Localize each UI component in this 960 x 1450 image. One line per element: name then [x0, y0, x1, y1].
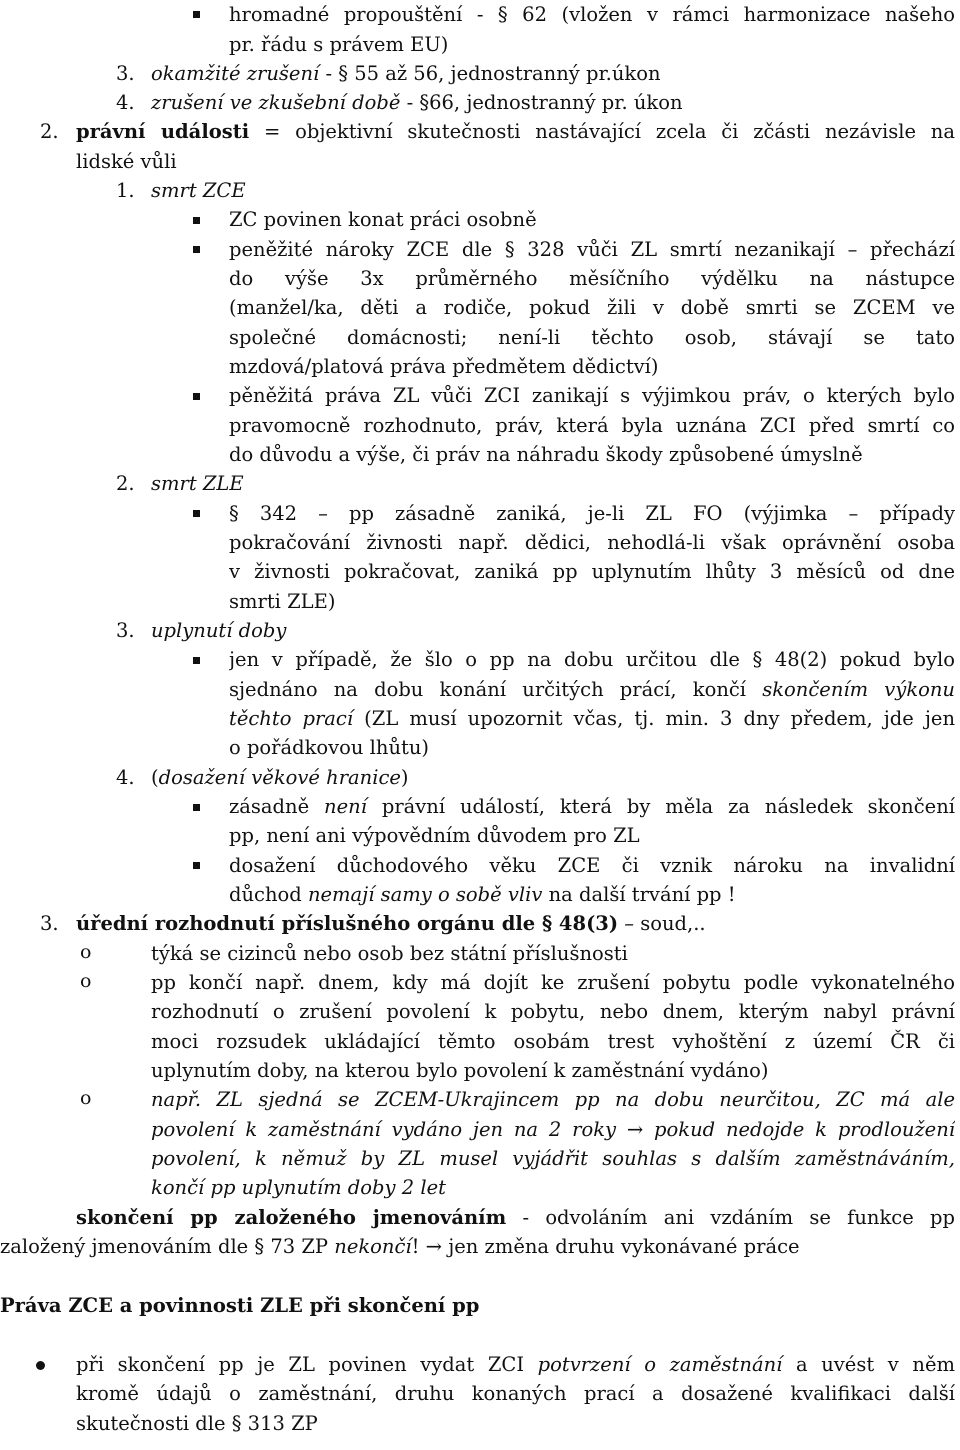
- bullet-circle-icon: o: [80, 1087, 92, 1109]
- text-line: pp, není ani výpovědním důvodem pro ZL: [229, 824, 640, 847]
- list-number: 3.: [40, 912, 59, 935]
- bullet-square-icon: [193, 246, 200, 253]
- bullet-circle-icon: o: [80, 941, 92, 963]
- list-number: 1.: [116, 179, 135, 202]
- text-line: v živnosti pokračovat, zaniká pp uplynutím lhůty 3 měsíců od dne: [229, 560, 955, 583]
- text-line: zrušení ve zkušební době - §66, jednostranný pr. úkon: [151, 91, 683, 114]
- text-line: hromadné propouštění - § 62 (vložen v rámci harmonizace našeho: [229, 3, 955, 26]
- text-line: při skončení pp je ZL povinen vydat ZCI potvrzení o zaměstnání a uvést v něm: [76, 1353, 955, 1376]
- bullet-square-icon: [193, 11, 200, 18]
- text-line: pp končí např. dnem, kdy má dojít ke zrušení pobytu podle vykonatelného: [151, 971, 955, 994]
- text-line: pokračování živnosti např. dědici, nehodlá-li však oprávnění osoba: [229, 531, 955, 554]
- bullet-square-icon: [193, 657, 200, 664]
- list-number: 3.: [116, 619, 135, 642]
- bullet-dot-icon: [36, 1361, 45, 1370]
- text-line: skutečnosti dle § 313 ZP: [76, 1412, 318, 1435]
- text-line: uplynutím doby, na kterou bylo povolení k zaměstnání vydáno): [151, 1059, 769, 1082]
- list-number: 4.: [116, 766, 135, 789]
- text-line: kromě údajů o zaměstnání, druhu konaných prací a dosažené kvalifikaci další: [76, 1382, 955, 1405]
- text-line: smrt ZLE: [151, 472, 244, 495]
- text-line: úřední rozhodnutí příslušného orgánu dle § 48(3) – soud,..: [76, 912, 706, 935]
- list-number: 3.: [116, 62, 135, 85]
- text-line: lidské vůli: [76, 150, 177, 173]
- text-line: skončení pp založeného jmenováním - odvoláním ani vzdáním se funkce pp: [76, 1206, 955, 1229]
- text-line: povolení k zaměstnání vydáno jen na 2 roky → pokud nedojde k prodloužení: [151, 1118, 955, 1141]
- text-line: uplynutí doby: [151, 619, 287, 642]
- text-line: smrt ZCE: [151, 179, 246, 202]
- section-heading: Práva ZCE a povinnosti ZLE při skončení pp: [0, 1294, 480, 1317]
- text-line: § 342 – pp zásadně zaniká, je-li ZL FO (výjimka – případy: [229, 502, 955, 525]
- text-line: končí pp uplynutím doby 2 let: [151, 1176, 446, 1199]
- bullet-circle-icon: o: [80, 970, 92, 992]
- text-line: pravomocně rozhodnuto, práv, která byla uznána ZCI před smrtí co: [229, 414, 955, 437]
- text-line: do výše 3x průměrného měsíčního výdělku na nástupce: [229, 267, 955, 290]
- text-line: rozhodnutí o zrušení povolení k pobytu, nebo dnem, kterým nabyl právní: [151, 1000, 955, 1023]
- list-number: 2.: [40, 120, 59, 143]
- text-line: okamžité zrušení - § 55 až 56, jednostranný pr.úkon: [151, 62, 661, 85]
- text-line: důchod nemají samy o sobě vliv na další trvání pp !: [229, 883, 736, 906]
- list-number: 4.: [116, 91, 135, 114]
- text-line: týká se cizinců nebo osob bez státní příslušnosti: [151, 942, 628, 965]
- bullet-square-icon: [193, 862, 200, 869]
- text-line: o pořádkovou lhůtu): [229, 736, 430, 759]
- text-line: (manžel/ka, děti a rodiče, pokud žili v době smrti se ZCEM ve: [229, 296, 955, 319]
- bullet-square-icon: [193, 217, 200, 224]
- text-line: zásadně není právní událostí, která by měla za následek skončení: [229, 795, 955, 818]
- text-line: peněžité nároky ZCE dle § 328 vůči ZL smrtí nezanikají – přechází: [229, 238, 955, 261]
- text-line: ZC povinen konat práci osobně: [229, 208, 537, 231]
- bullet-square-icon: [193, 804, 200, 811]
- text-line: jen v případě, že šlo o pp na dobu určitou dle § 48(2) pokud bylo: [229, 648, 955, 671]
- text-line: moci rozsudek ukládající těmto osobám trest vyhoštění z území ČR či: [151, 1030, 955, 1053]
- text-line: dosažení důchodového věku ZCE či vznik nároku na invalidní: [229, 854, 955, 877]
- text-line: společné domácnosti; není-li těchto osob, stávají se tato: [229, 326, 955, 349]
- text-line: smrti ZLE): [229, 590, 336, 613]
- text-line: těchto prací (ZL musí upozornit včas, tj. min. 3 dny předem, jde jen: [229, 707, 955, 730]
- text-line: povolení, k němuž by ZL musel vyjádřit souhlas s dalším zaměstnáváním,: [151, 1147, 955, 1170]
- text-line: mzdová/platová práva předmětem dědictví): [229, 355, 659, 378]
- bullet-square-icon: [193, 510, 200, 517]
- bullet-square-icon: [193, 393, 200, 400]
- list-number: 2.: [116, 472, 135, 495]
- text-line: pěněžitá práva ZL vůči ZCI zanikají s výjimkou práv, o kterých bylo: [229, 384, 955, 407]
- text-line: do důvodu a výše, či práv na náhradu škody způsobené úmyslně: [229, 443, 863, 466]
- text-line: (dosažení věkové hranice): [151, 766, 409, 789]
- text-line: např. ZL sjedná se ZCEM-Ukrajincem pp na dobu neurčitou, ZC má ale: [151, 1088, 955, 1111]
- text-line: založený jmenováním dle § 73 ZP nekončí! → jen změna druhu vykonávané práce: [0, 1235, 800, 1258]
- text-line: pr. řádu s právem EU): [229, 33, 449, 56]
- text-line: sjednáno na dobu konání určitých prácí, končí skončením výkonu: [229, 678, 955, 701]
- text-line: právní události = objektivní skutečnosti nastávající zcela či zčásti nezávisle na: [76, 120, 955, 143]
